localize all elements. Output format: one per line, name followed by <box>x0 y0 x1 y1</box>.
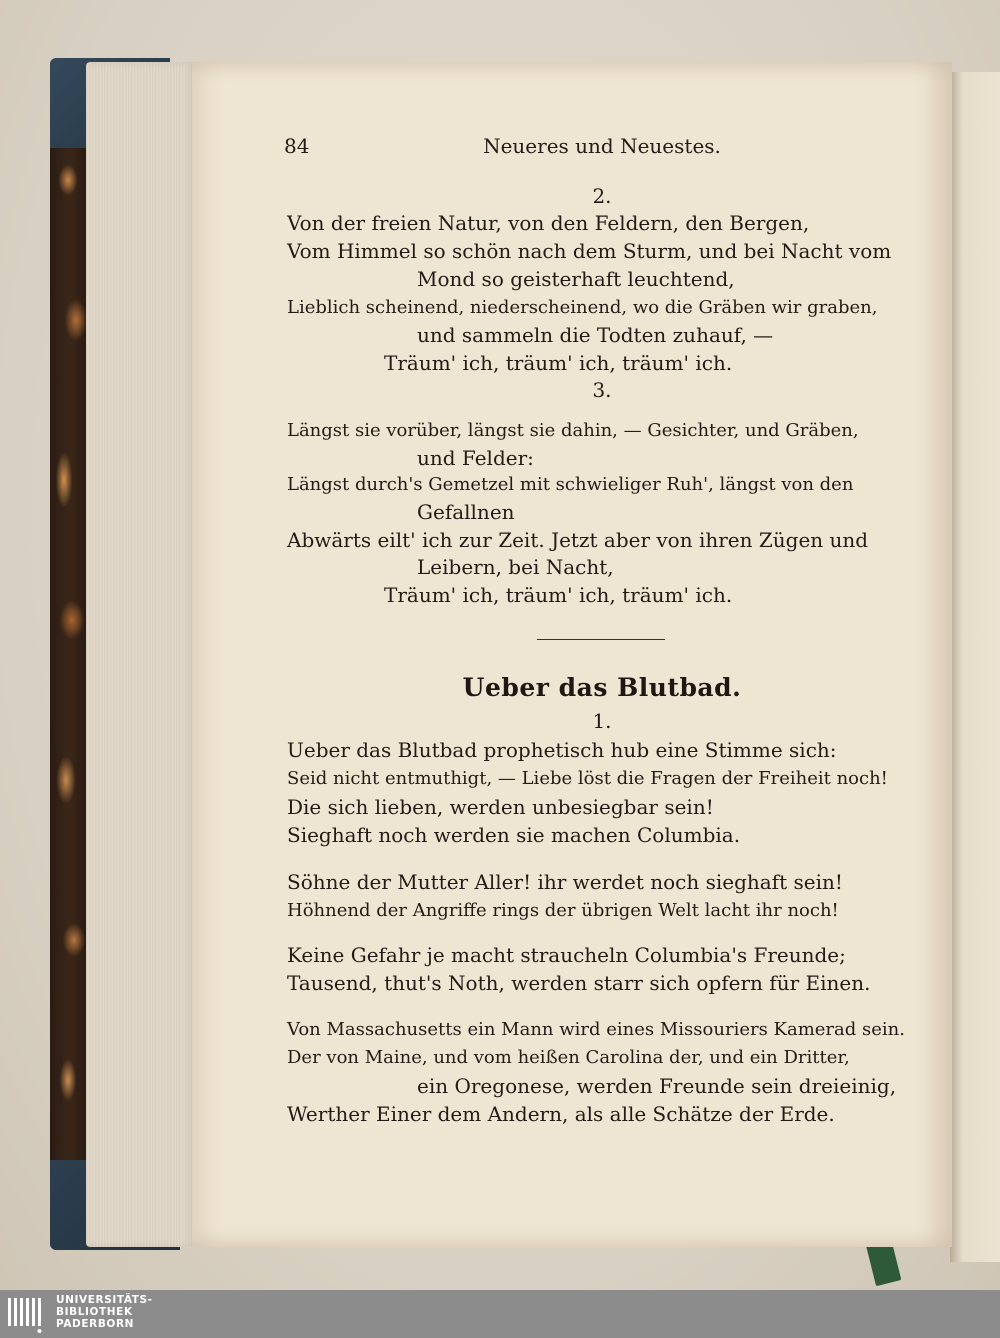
verse-line: Sieghaft noch werden sie machen Columbia. <box>287 823 741 847</box>
verse-line: Werther Einer dem Andern, als alle Schätze der Erde. <box>287 1102 835 1126</box>
footer-text: UNIVERSITÄTS- <box>56 1294 153 1306</box>
verse-line: Von Massachusetts ein Mann wird eines Missouriers Kamerad sein. <box>287 1019 905 1040</box>
verse-line: Der von Maine, und vom heißen Carolina der, und ein Dritter, <box>287 1047 850 1068</box>
verse-line: Die sich lieben, werden unbesiegbar sein! <box>287 795 714 819</box>
facing-page-edge <box>950 72 1000 1262</box>
verse-line: Ueber das Blutbad prophetisch hub eine Stimme sich: <box>287 738 837 762</box>
poem-title: Ueber das Blutbad. <box>462 673 742 702</box>
verse-line: Tausend, thut's Noth, werden starr sich opfern für Einen. <box>287 971 871 995</box>
library-footer <box>0 1290 1000 1338</box>
verse-line: Gefallnen <box>417 500 515 524</box>
section-number: 2. <box>592 184 612 208</box>
verse-line: Vom Himmel so schön nach dem Sturm, und bei Nacht vom <box>287 239 892 263</box>
verse-line: Söhne der Mutter Aller! ihr werdet noch sieghaft sein! <box>287 870 843 894</box>
verse-line: Leibern, bei Nacht, <box>417 555 614 579</box>
library-logo-icon <box>6 1294 46 1334</box>
verse-line: und Felder: <box>417 446 534 470</box>
verse-line: Lieblich scheinend, niederscheinend, wo die Gräben wir graben, <box>287 297 878 318</box>
section-number: 1. <box>592 709 612 733</box>
section-number: 3. <box>592 378 612 402</box>
verse-line: Längst durch's Gemetzel mit schwieliger Ruh', längst von den <box>287 474 854 495</box>
page-edges <box>86 62 196 1247</box>
footer-text: PADERBORN <box>56 1318 135 1330</box>
verse-line: und sammeln die Todten zuhauf, — <box>417 323 774 347</box>
section-divider <box>537 639 665 640</box>
book-page <box>192 62 952 1247</box>
verse-line: Höhnend der Angriffe rings der übrigen Welt lacht ihr noch! <box>287 900 839 921</box>
verse-line: ein Oregonese, werden Freunde sein dreieinig, <box>417 1074 897 1098</box>
marbled-cover <box>50 60 90 1245</box>
verse-line: Von der freien Natur, von den Feldern, den Bergen, <box>287 211 810 235</box>
verse-line: Längst sie vorüber, längst sie dahin, — Gesichter, und Gräben, <box>287 420 859 441</box>
verse-line: Mond so geisterhaft leuchtend, <box>417 267 735 291</box>
footer-text: BIBLIOTHEK <box>56 1306 133 1318</box>
verse-line: Keine Gefahr je macht straucheln Columbia's Freunde; <box>287 943 846 967</box>
verse-line: Träum' ich, träum' ich, träum' ich. <box>384 351 733 375</box>
verse-line: Abwärts eilt' ich zur Zeit. Jetzt aber von ihren Zügen und <box>287 528 869 552</box>
verse-line: Seid nicht entmuthigt, — Liebe löst die Fragen der Freiheit noch! <box>287 768 888 789</box>
running-head: Neueres und Neuestes. <box>483 134 721 158</box>
verse-line: Träum' ich, träum' ich, träum' ich. <box>384 583 733 607</box>
page-number: 84 <box>284 134 310 158</box>
